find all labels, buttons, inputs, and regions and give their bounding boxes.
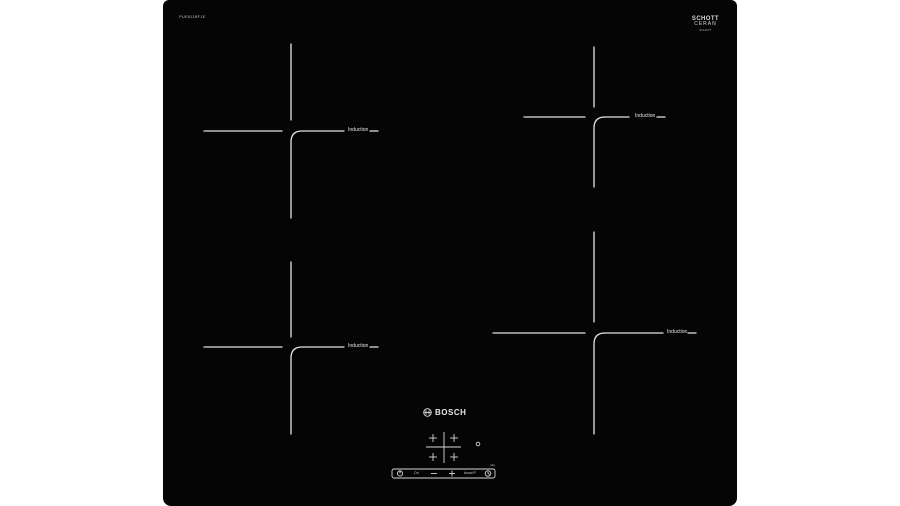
power-label[interactable]: On [414,471,419,475]
plus-button[interactable] [445,469,459,478]
minus-button[interactable] [427,469,441,478]
timer-caption: min [490,463,495,467]
model-code: PUE611BF1E [179,14,206,19]
zone-select-front-right-button[interactable] [425,449,442,464]
boost-label: boost [464,471,473,475]
bosch-logo [423,408,493,417]
zone-select-front-left-button[interactable] [425,431,442,446]
bosch-armature-icon [423,408,432,417]
zone-marker-bottom-right [493,232,696,434]
boost-button[interactable] [464,471,476,475]
indicator-dot-icon [476,442,480,446]
zone-label-bottom-left: Induction [348,343,369,349]
schott-logo-line2: CERAN [694,21,717,27]
brand-name: BOSCH [435,408,467,417]
zone-select-rear-left-button[interactable] [446,431,463,446]
schott-logo-line1: SCHOTT [691,16,719,22]
induction-hob [163,0,737,506]
zone-label-bottom-right: Induction [667,329,688,335]
zone-label-top-right: Induction [635,113,656,119]
zone-select-rear-right-button[interactable] [446,449,463,464]
zone-label-top-left: Induction [348,127,369,133]
control-strip-frame [392,469,495,478]
timer-button[interactable] [481,469,495,478]
power-button[interactable] [393,469,407,478]
boost-symbol: P [473,471,476,475]
schott-logo-small: SCHOTT [699,28,712,32]
